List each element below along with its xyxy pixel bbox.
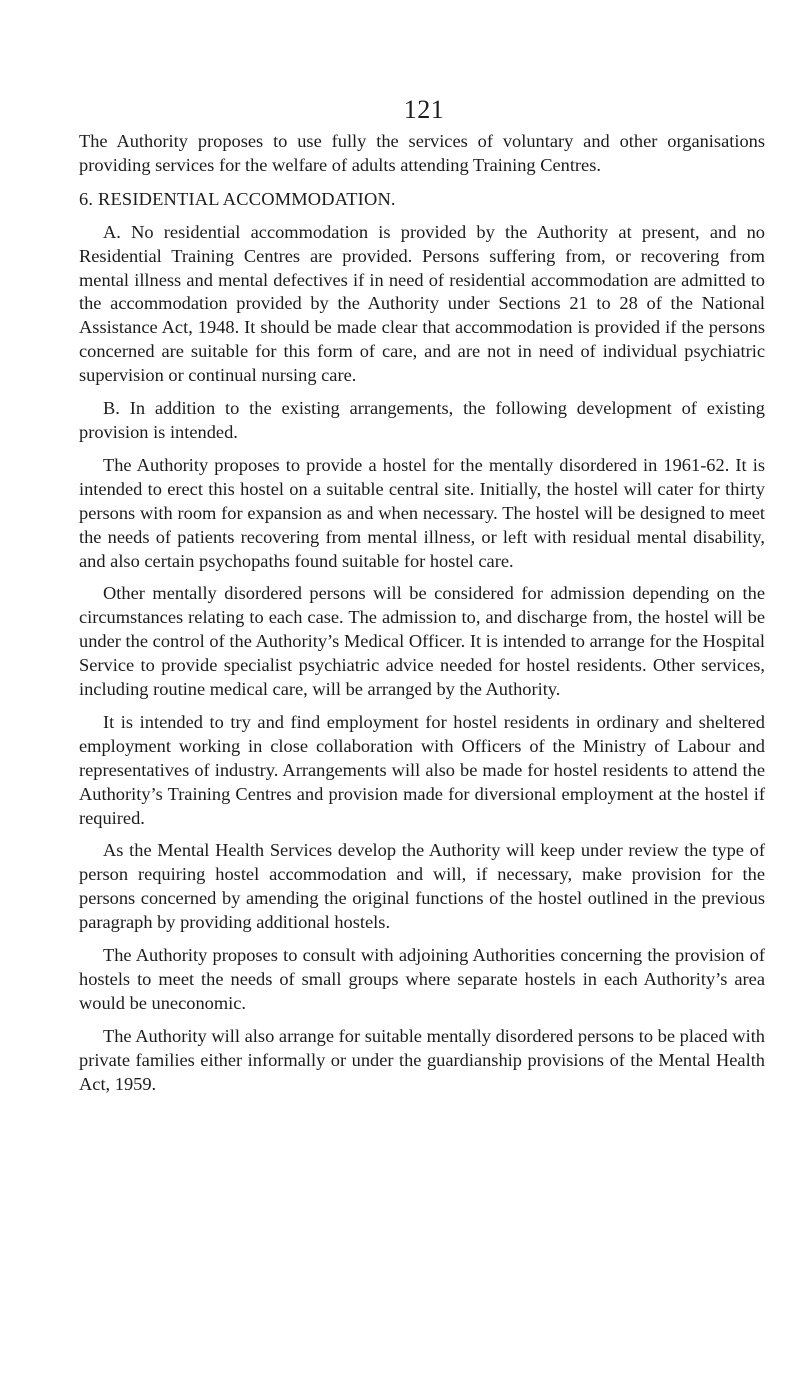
paragraph-admission: Other mentally disordered persons will be considered for admission depending on the circumstances relating to each case. The admission to, and discharge from, the hostel will be under the control of the Authority’s Medical Officer. It is intended to arrange for the Hospital Service to provide specialist psychiatric advice needed for hostel residents. Other services, including routine medical care, will be arranged by the Authority.	[79, 583, 765, 700]
paragraph-hostel-plan: The Authority proposes to provide a hostel for the mentally disordered in 1961-62. It is intended to erect this hostel on a suitable central site. Initially, the hostel will cater for thirty persons with room for expansion as and when necessary. The hostel will be designed to meet the needs of patients recovering from mental illness, or left with residual mental disability, and also certain psychopaths found suitable for hostel care.	[79, 454, 765, 571]
page-number: 121	[403, 95, 445, 124]
paragraph-section-b: B. In addition to the existing arrangements, the following development of existing provision is intended.	[79, 398, 765, 442]
paragraph-families: The Authority will also arrange for suitable mentally disordered persons to be placed with private families either informally or under the guardianship provisions of the Mental Health Act, 1959.	[79, 1025, 765, 1094]
paragraph-employment: It is intended to try and find employment for hostel residents in ordinary and sheltered employment working in close collaboration with Officers of the Ministry of Labour and representatives of industry. Arrangements will also be made for hostel residents to attend the Authority’s Training Centres and provision made for diversional employment at the hostel if required.	[79, 711, 765, 828]
paragraph-section-a: A. No residential accommodation is provided by the Authority at present, and no Residential Training Centres are provided. Persons suffering from, or recovering from mental illness and mental defectives if in need of residential accommodation are admitted to the accommodation provided by the Authority under Sections 21 to 28 of the National Assistance Act, 1948. It should be made clear that accommodation is provided if the persons concerned are suitable for this form of care, and are not in need of individual psychiatric supervision or continual nursing care.	[79, 221, 765, 386]
paragraph-review: As the Mental Health Services develop the Authority will keep under review the type of person requiring hostel accommodation and will, if necessary, make provision for the persons concerned by amending the original functions of the hostel outlined in the previous paragraph by providing additional hostels.	[79, 840, 765, 933]
section-heading: 6. RESIDENTIAL ACCOMMODATION.	[79, 188, 396, 209]
document-body	[79, 130, 765, 1097]
paragraph-intro: The Authority proposes to use fully the services of voluntary and other organisations providing services for the welfare of adults attending Training Centres.	[79, 131, 765, 175]
paragraph-consult: The Authority proposes to consult with adjoining Authorities concerning the provision of hostels to meet the needs of small groups where separate hostels in each Authority’s area would be uneconomic.	[79, 945, 765, 1013]
